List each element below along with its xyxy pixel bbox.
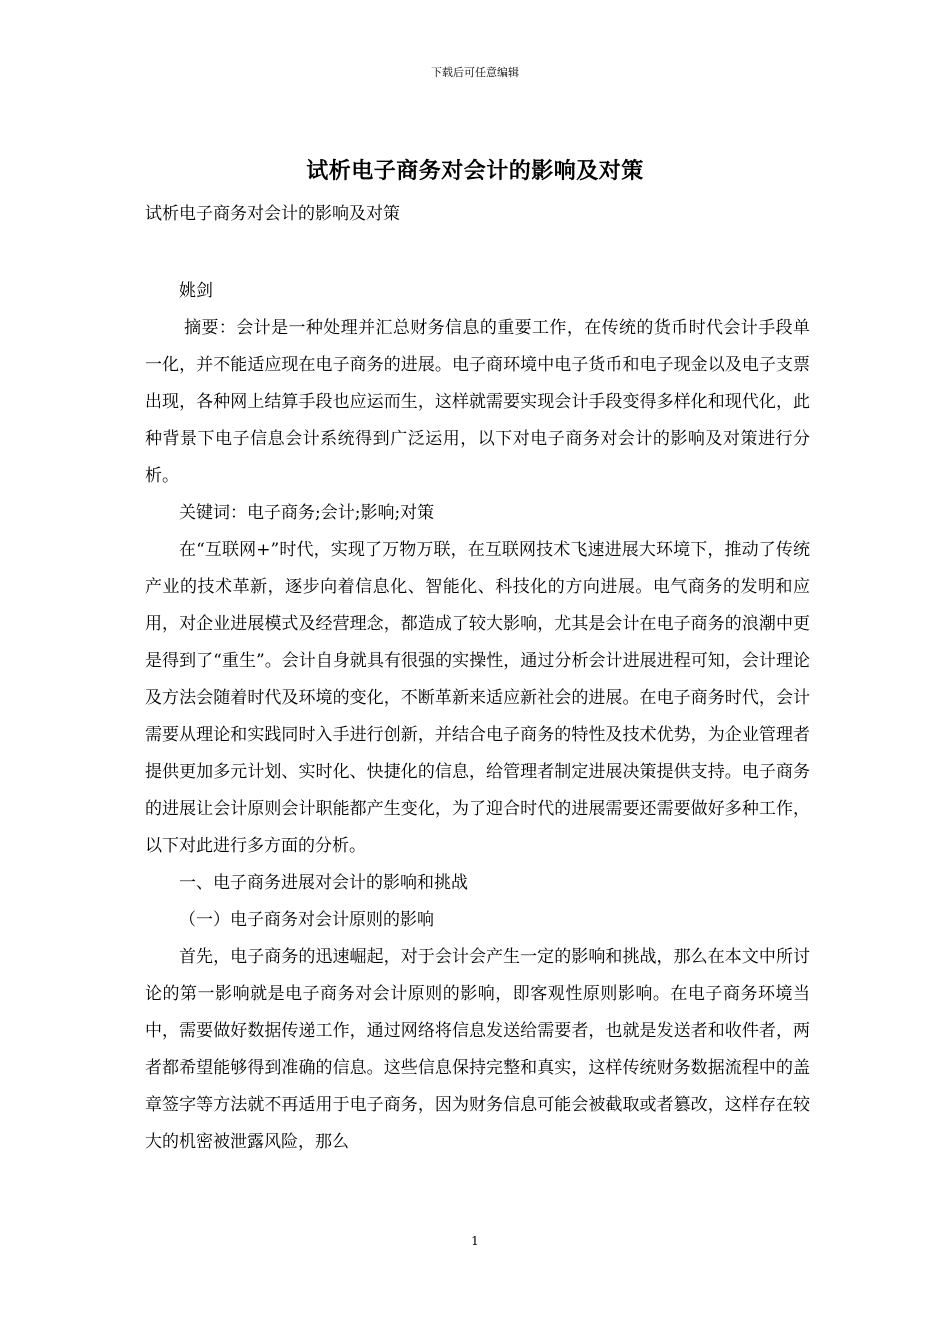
body-paragraph: 在“互联网+”时代，实现了万物万联，在互联网技术飞速进展大环境下，推动了传统产业的技术革新，逐步向着信息化、智能化、科技化的方向进展。电气商务的发明和应用，对企业进展模式及经营理念，都造成了较大影响，尤其是会计在电子商务的浪潮中更是得到了“重生”。会计自身就具有很强的实操性，通过分析会计进展进程可知，会计理论及方法会随着时代及环境的变化，不断革新来适应新社会的进展。在电子商务时代，会计需要从理论和实践同时入手进行创新，并结合电子商务的特性及技术优势，为企业管理者提供更加多元计划、实时化、快捷化的信息，给管理者制定进展决策提供支持。电子商务的进展让会计原则会计职能都产生变化，为了迎合时代的进展需要还需要做好多种工作，以下对此进行多方面的分析。: [145, 540, 810, 856]
header-note: 下载后可任意编辑: [431, 66, 519, 79]
keywords-line: 关键词：电子商务;会计;影响;对策: [179, 503, 435, 523]
document-subtitle: 试析电子商务对会计的影响及对策: [145, 204, 400, 224]
abstract-paragraph: 摘要：会计是一种处理并汇总财务信息的重要工作，在传统的货币时代会计手段单一化，并不能适应现在电子商务的进展。电子商环境中电子货币和电子现金以及电子支票出现，各种网上结算手段也应运而生，这样就需要实现会计手段变得多样化和现代化，此种背景下电子信息会计系统得到广泛运用，以下对电子商务对会计的影响及对策进行分析。: [145, 318, 810, 486]
section-heading: 一、电子商务进展对会计的影响和挑战: [179, 873, 468, 893]
page-number: 1: [471, 1234, 479, 1248]
body-paragraph: 首先，电子商务的迅速崛起，对于会计会产生一定的影响和挑战，那么在本文中所讨论的第一影响就是电子商务对会计原则的影响，即客观性原则影响。在电子商务环境当中，需要做好数据传递工作，通过网络将信息发送给需要者，也就是发送者和收件者，两者都希望能够得到准确的信息。这些信息保持完整和真实，这样传统财务数据流程中的盖章签字等方法就不再适用于电子商务，因为财务信息可能会被截取或者篡改，这样存在较大的机密被泄露风险，那么: [145, 947, 810, 1152]
author-name: 姚剑: [179, 281, 213, 301]
document-title: 试析电子商务对会计的影响及对策: [306, 158, 644, 184]
document-body: [145, 273, 810, 1161]
subsection-heading: （一）电子商务对会计原则的影响: [179, 910, 434, 930]
